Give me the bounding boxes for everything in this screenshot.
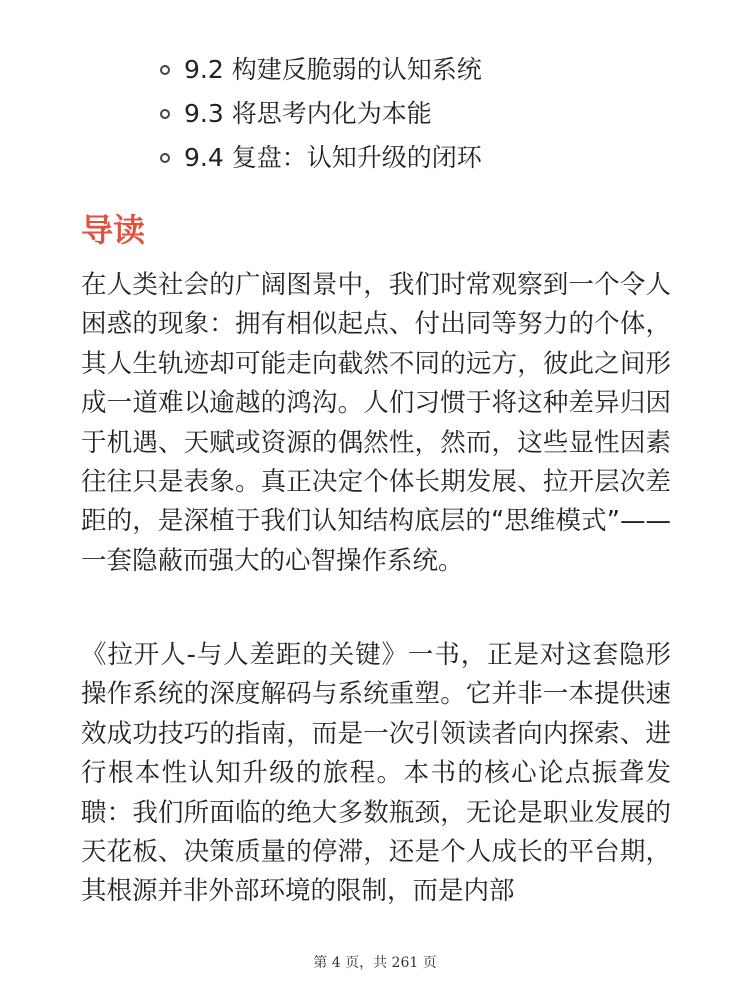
body-paragraph: 在人类社会的广阔图景中，我们时常观察到一个令人困惑的现象：拥有相似起点、付出同等努力的个体，其人生轨迹却可能走向截然不同的远方，彼此之间形成一道难以逾越的鸿沟。人们习惯于将这种差异归因于机遇、天赋或资源的偶然性，然而，这些显性因素往往只是表象。真正决定个体长期发展、拉开层次差距的，是深植于我们认知结构底层的“思维模式”——一套隐蔽而强大的心智操作系统。 xyxy=(81,270,671,576)
body-paragraph: 《拉开人-与人差距的关键》一书，正是对这套隐形操作系统的深度解码与系统重塑。它并非一本提供速效成功技巧的指南，而是一次引领读者向内探索、进行根本性认知升级的旅程。本书的核心论点振聋发聩：我们所面临的绝大多数瓶颈，无论是职业发展的天花板、决策质量的停滞，还是个人成长的平台期，其根源并非外部环境的限制，而是内部 xyxy=(81,640,671,907)
page-number: 第 4 页，共 261 页 xyxy=(313,955,437,971)
section-heading: 导读 xyxy=(81,211,146,249)
toc-item xyxy=(160,136,482,180)
toc-item-label: 9.4 复盘：认知升级的闭环 xyxy=(184,143,482,172)
toc-item xyxy=(160,92,482,136)
table-of-contents xyxy=(160,48,482,180)
circle-bullet-icon xyxy=(160,109,170,119)
circle-bullet-icon xyxy=(160,153,170,163)
toc-item-label: 9.2 构建反脆弱的认知系统 xyxy=(184,55,482,84)
circle-bullet-icon xyxy=(160,65,170,75)
toc-item-label: 9.3 将思考内化为本能 xyxy=(184,99,432,128)
toc-item xyxy=(160,48,482,92)
